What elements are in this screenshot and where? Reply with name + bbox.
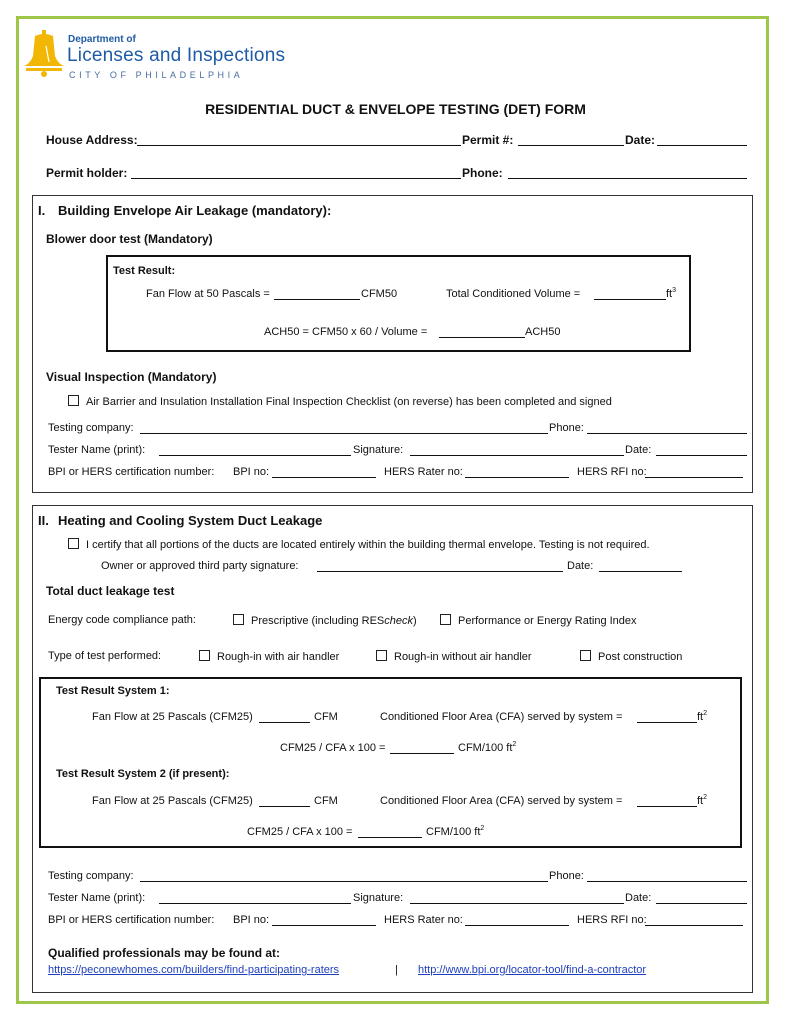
system-2-title: Test Result System 2 (if present):: [56, 768, 230, 780]
liberty-bell-logo-icon: [22, 26, 66, 78]
visual-inspection-heading: Visual Inspection (Mandatory): [46, 370, 217, 384]
cfa-unit-1: $ft^2$: [697, 710, 708, 723]
agency-name: Licenses and Inspections: [67, 45, 286, 66]
phone-label: Phone:: [462, 166, 503, 180]
date-field[interactable]: [657, 134, 747, 146]
section-2-numeral: II.: [38, 513, 49, 528]
ach50-unit: ACH50: [525, 326, 561, 338]
signature-label-2: Signature:: [353, 892, 404, 904]
tester-name-label-1: Tester Name (print):: [48, 444, 146, 456]
owner-date-field[interactable]: [599, 560, 682, 572]
pecone-link[interactable]: https://peconewhomes.com/builders/find-participating-raters: [48, 964, 340, 976]
testing-company-label-2: Testing company:: [48, 870, 134, 882]
hers-rfi-field-2[interactable]: [645, 914, 743, 926]
prescriptive-checkbox[interactable]: [233, 614, 244, 625]
checklist-checkbox[interactable]: [68, 395, 79, 406]
duct-result-box: [39, 677, 742, 848]
section-1-title: Building Envelope Air Leakage (mandatory):: [58, 203, 332, 218]
tester-date-field-2[interactable]: [656, 892, 747, 904]
type-test-label: Type of test performed:: [48, 650, 162, 662]
testing-company-field-1[interactable]: [140, 422, 548, 434]
cfm50-unit: CFM50: [361, 288, 398, 300]
cfm25-field-1[interactable]: [390, 742, 454, 754]
ach50-field[interactable]: [439, 326, 525, 338]
testing-company-label-1: Testing company:: [48, 422, 134, 434]
total-duct-heading: Total duct leakage test: [46, 584, 175, 598]
owner-signature-field[interactable]: [317, 560, 563, 572]
bpi-no-field-1[interactable]: [272, 466, 376, 478]
ach50-formula: ACH50 = CFM50 x 60 / Volume =: [264, 326, 428, 338]
cfa-field-1[interactable]: [637, 711, 697, 723]
tester-name-field-1[interactable]: [159, 444, 351, 456]
fan-flow-50-field[interactable]: [274, 288, 360, 300]
signature-field-1[interactable]: [410, 444, 624, 456]
checklist-item: Air Barrier and Insulation Installation Final Inspection Checklist (on reverse) has been completed and signed: [68, 395, 612, 408]
performance-checkbox[interactable]: [440, 614, 451, 625]
blower-door-heading: Blower door test (Mandatory): [46, 232, 213, 246]
rough-with-option: Rough-in with air handler: [199, 650, 339, 663]
dept-label: Department of: [68, 34, 136, 45]
tester-date-label-2: Date:: [625, 892, 652, 904]
test-result-label: Test Result:: [113, 265, 176, 277]
cfm-unit-2: CFM: [314, 795, 338, 807]
total-volume-field[interactable]: [594, 288, 666, 300]
cfm100-unit-1: CFM/100 $ft^2$: [458, 741, 517, 754]
certify-checkbox[interactable]: [68, 538, 79, 549]
cfa-label-2: Conditioned Floor Area (CFA) served by system =: [380, 795, 623, 807]
fan-flow-25-field-1[interactable]: [259, 711, 310, 723]
hers-rater-label-1: HERS Rater no:: [384, 466, 463, 478]
cfm100-unit-2: CFM/100 $ft^2$: [426, 825, 485, 838]
rough-with-checkbox[interactable]: [199, 650, 210, 661]
permit-holder-label: Permit holder:: [46, 166, 128, 180]
fan-flow-25-field-2[interactable]: [259, 795, 310, 807]
total-volume-label: Total Conditioned Volume =: [446, 288, 581, 300]
bpi-no-label-2: BPI no:: [233, 914, 270, 926]
testing-phone-label-1: Phone:: [549, 422, 584, 434]
owner-signature-label: Owner or approved third party signature:: [101, 560, 299, 572]
cfm25-field-2[interactable]: [358, 826, 422, 838]
bpi-hers-label-2: BPI or HERS certification number:: [48, 914, 215, 926]
hers-rfi-field-1[interactable]: [645, 466, 743, 478]
bpi-no-field-2[interactable]: [272, 914, 376, 926]
fan-flow-25-label-2: Fan Flow at 25 Pascals (CFM25): [92, 795, 253, 807]
compliance-path-label: Energy code compliance path:: [48, 614, 196, 626]
post-construction-option: Post construction: [580, 650, 682, 663]
hers-rater-field-2[interactable]: [465, 914, 569, 926]
hers-rater-label-2: HERS Rater no:: [384, 914, 463, 926]
prescriptive-option: Prescriptive (including REScheck): [233, 614, 417, 627]
cfm-unit-1: CFM: [314, 711, 338, 723]
testing-phone-label-2: Phone:: [549, 870, 584, 882]
date-label: Date:: [625, 133, 656, 147]
form-title: RESIDENTIAL DUCT & ENVELOPE TESTING (DET) FORM: [205, 101, 586, 117]
section-1-numeral: I.: [38, 203, 46, 218]
house-address-label: House Address:: [46, 133, 138, 147]
cfa-unit-2: $ft^2$: [697, 794, 708, 807]
system-1-title: Test Result System 1:: [56, 685, 170, 697]
bpi-hers-label-1: BPI or HERS certification number:: [48, 466, 215, 478]
hers-rfi-label-2: HERS RFI no:: [577, 914, 647, 926]
post-construction-checkbox[interactable]: [580, 650, 591, 661]
city-name: CITY OF PHILADELPHIA: [69, 70, 244, 80]
link-separator: |: [395, 964, 398, 976]
tester-name-field-2[interactable]: [159, 892, 351, 904]
qualified-heading: Qualified professionals may be found at:: [48, 946, 281, 960]
bpi-link[interactable]: http://www.bpi.org/locator-tool/find-a-contractor: [418, 964, 647, 976]
house-address-field[interactable]: [137, 134, 461, 146]
hers-rater-field-1[interactable]: [465, 466, 569, 478]
signature-label-1: Signature:: [353, 444, 404, 456]
fan-flow-25-label-1: Fan Flow at 25 Pascals (CFM25): [92, 711, 253, 723]
fan-flow-50-label: Fan Flow at 50 Pascals =: [146, 288, 270, 300]
testing-phone-field-2[interactable]: [587, 870, 747, 882]
rough-without-option: Rough-in without air handler: [376, 650, 532, 663]
hers-rfi-label-1: HERS RFI no:: [577, 466, 647, 478]
owner-date-label: Date:: [567, 560, 594, 572]
cfm25-formula-1: CFM25 / CFA x 100 =: [280, 742, 386, 754]
signature-field-2[interactable]: [410, 892, 624, 904]
performance-option: Performance or Energy Rating Index: [440, 614, 637, 627]
cfa-label-1: Conditioned Floor Area (CFA) served by system =: [380, 711, 623, 723]
permit-no-label: Permit #:: [462, 133, 514, 147]
testing-phone-field-1[interactable]: [587, 422, 747, 434]
volume-unit: $ft^3$: [666, 287, 677, 300]
tester-date-field-1[interactable]: [656, 444, 747, 456]
permit-holder-field[interactable]: [131, 167, 461, 179]
testing-company-field-2[interactable]: [140, 870, 548, 882]
section-2-title: Heating and Cooling System Duct Leakage: [58, 513, 323, 528]
certify-item: I certify that all portions of the ducts are located entirely within the building thermal envelope. Testing is not required.: [68, 538, 650, 551]
cfa-field-2[interactable]: [637, 795, 697, 807]
phone-field[interactable]: [508, 167, 747, 179]
permit-no-field[interactable]: [518, 134, 624, 146]
tester-name-label-2: Tester Name (print):: [48, 892, 146, 904]
tester-date-label-1: Date:: [625, 444, 652, 456]
cfm25-formula-2: CFM25 / CFA x 100 =: [247, 826, 353, 838]
bpi-no-label-1: BPI no:: [233, 466, 270, 478]
rough-without-checkbox[interactable]: [376, 650, 387, 661]
